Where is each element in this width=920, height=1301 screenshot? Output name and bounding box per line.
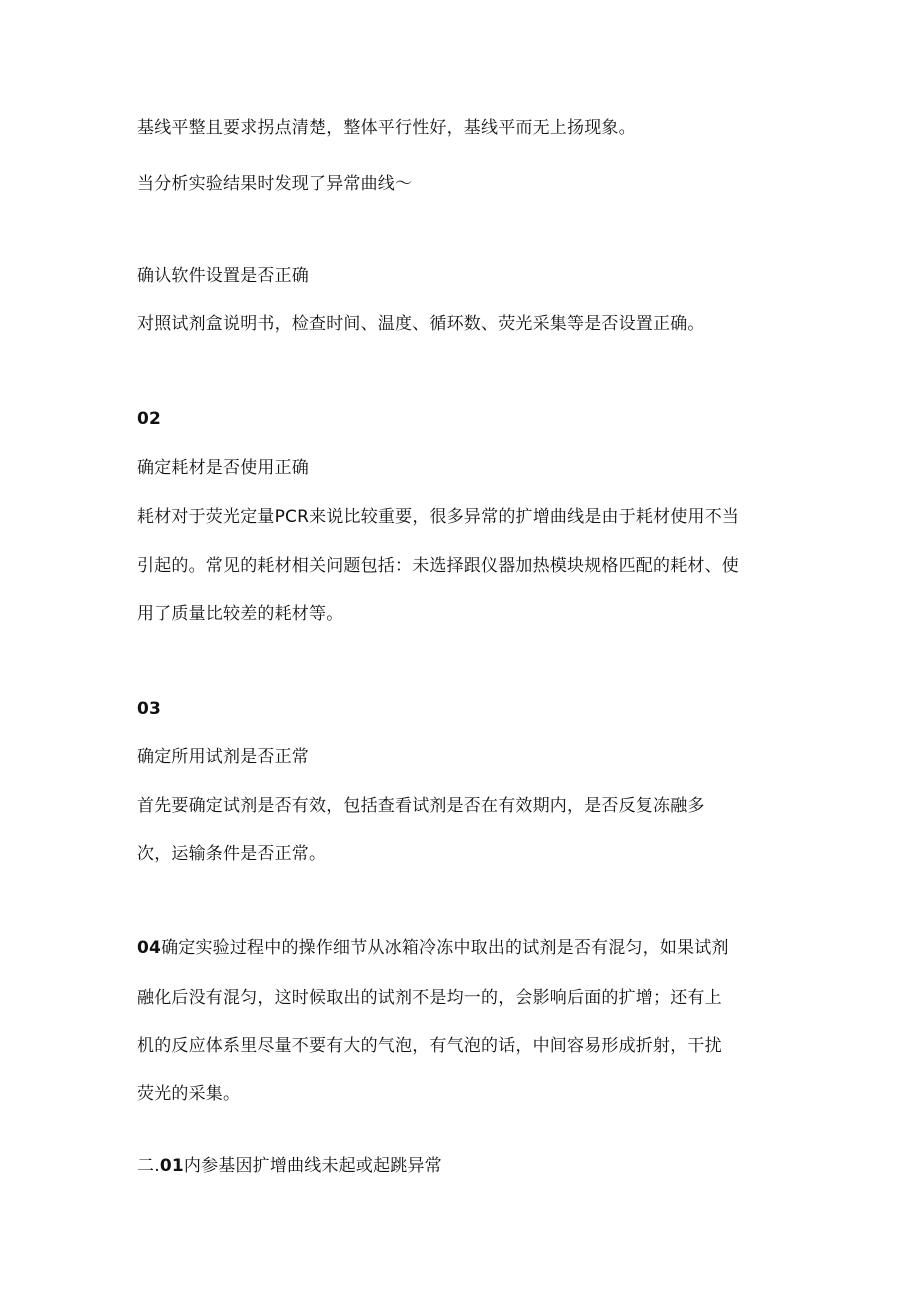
- section-04-number: 04: [137, 938, 162, 958]
- part-2-title: [137, 1155, 442, 1177]
- section-02-body-line-2: 引起的。常见的耗材相关问题包括：未选择跟仪器加热模块规格匹配的耗材、使: [137, 556, 739, 576]
- section-03-heading: 确定所用试剂是否正常: [137, 747, 309, 767]
- section-03-body-line-1: 首先要确定试剂是否有效，包括查看试剂是否在有效期内，是否反复冻融多: [137, 796, 705, 816]
- part-2-title-text: 内参基因扩增曲线未起或起跳异常: [183, 1156, 442, 1176]
- section-01-heading: 确认软件设置是否正确: [137, 266, 309, 286]
- section-02-body-line-3: 用了质量比较差的耗材等。: [137, 604, 344, 624]
- section-04-line-1: [137, 937, 729, 959]
- intro-line-1: 基线平整且要求拐点清楚，整体平行性好，基线平而无上扬现象。: [137, 118, 636, 138]
- part-2-prefix: 二.: [137, 1156, 160, 1176]
- part-2-number: 01: [159, 1156, 184, 1176]
- section-02-body-line-1: 耗材对于荧光定量PCR来说比较重要，很多异常的扩增曲线是由于耗材使用不当: [137, 507, 740, 527]
- section-04-body-line-4: 荧光的采集。: [137, 1084, 241, 1104]
- intro-line-2: 当分析实验结果时发现了异常曲线～: [137, 174, 413, 194]
- section-04-body-line-3: 机的反应体系里尽量不要有大的气泡，有气泡的话，中间容易形成折射，干扰: [137, 1036, 722, 1056]
- section-03-number: 03: [137, 699, 162, 719]
- section-01-body-line-1: 对照试剂盒说明书，检查时间、温度、循环数、荧光采集等是否设置正确。: [137, 314, 705, 334]
- section-04-heading-text: 确定实验过程中的操作细节从冰箱冷冻中取出的试剂是否有混匀，如果试剂: [161, 938, 729, 958]
- section-03-body-line-2: 次，运输条件是否正常。: [137, 844, 327, 864]
- section-02-number: 02: [137, 409, 162, 429]
- section-02-heading: 确定耗材是否使用正确: [137, 458, 309, 478]
- section-04-body-line-2: 融化后没有混匀，这时候取出的试剂不是均一的，会影响后面的扩增；还有上: [137, 988, 722, 1008]
